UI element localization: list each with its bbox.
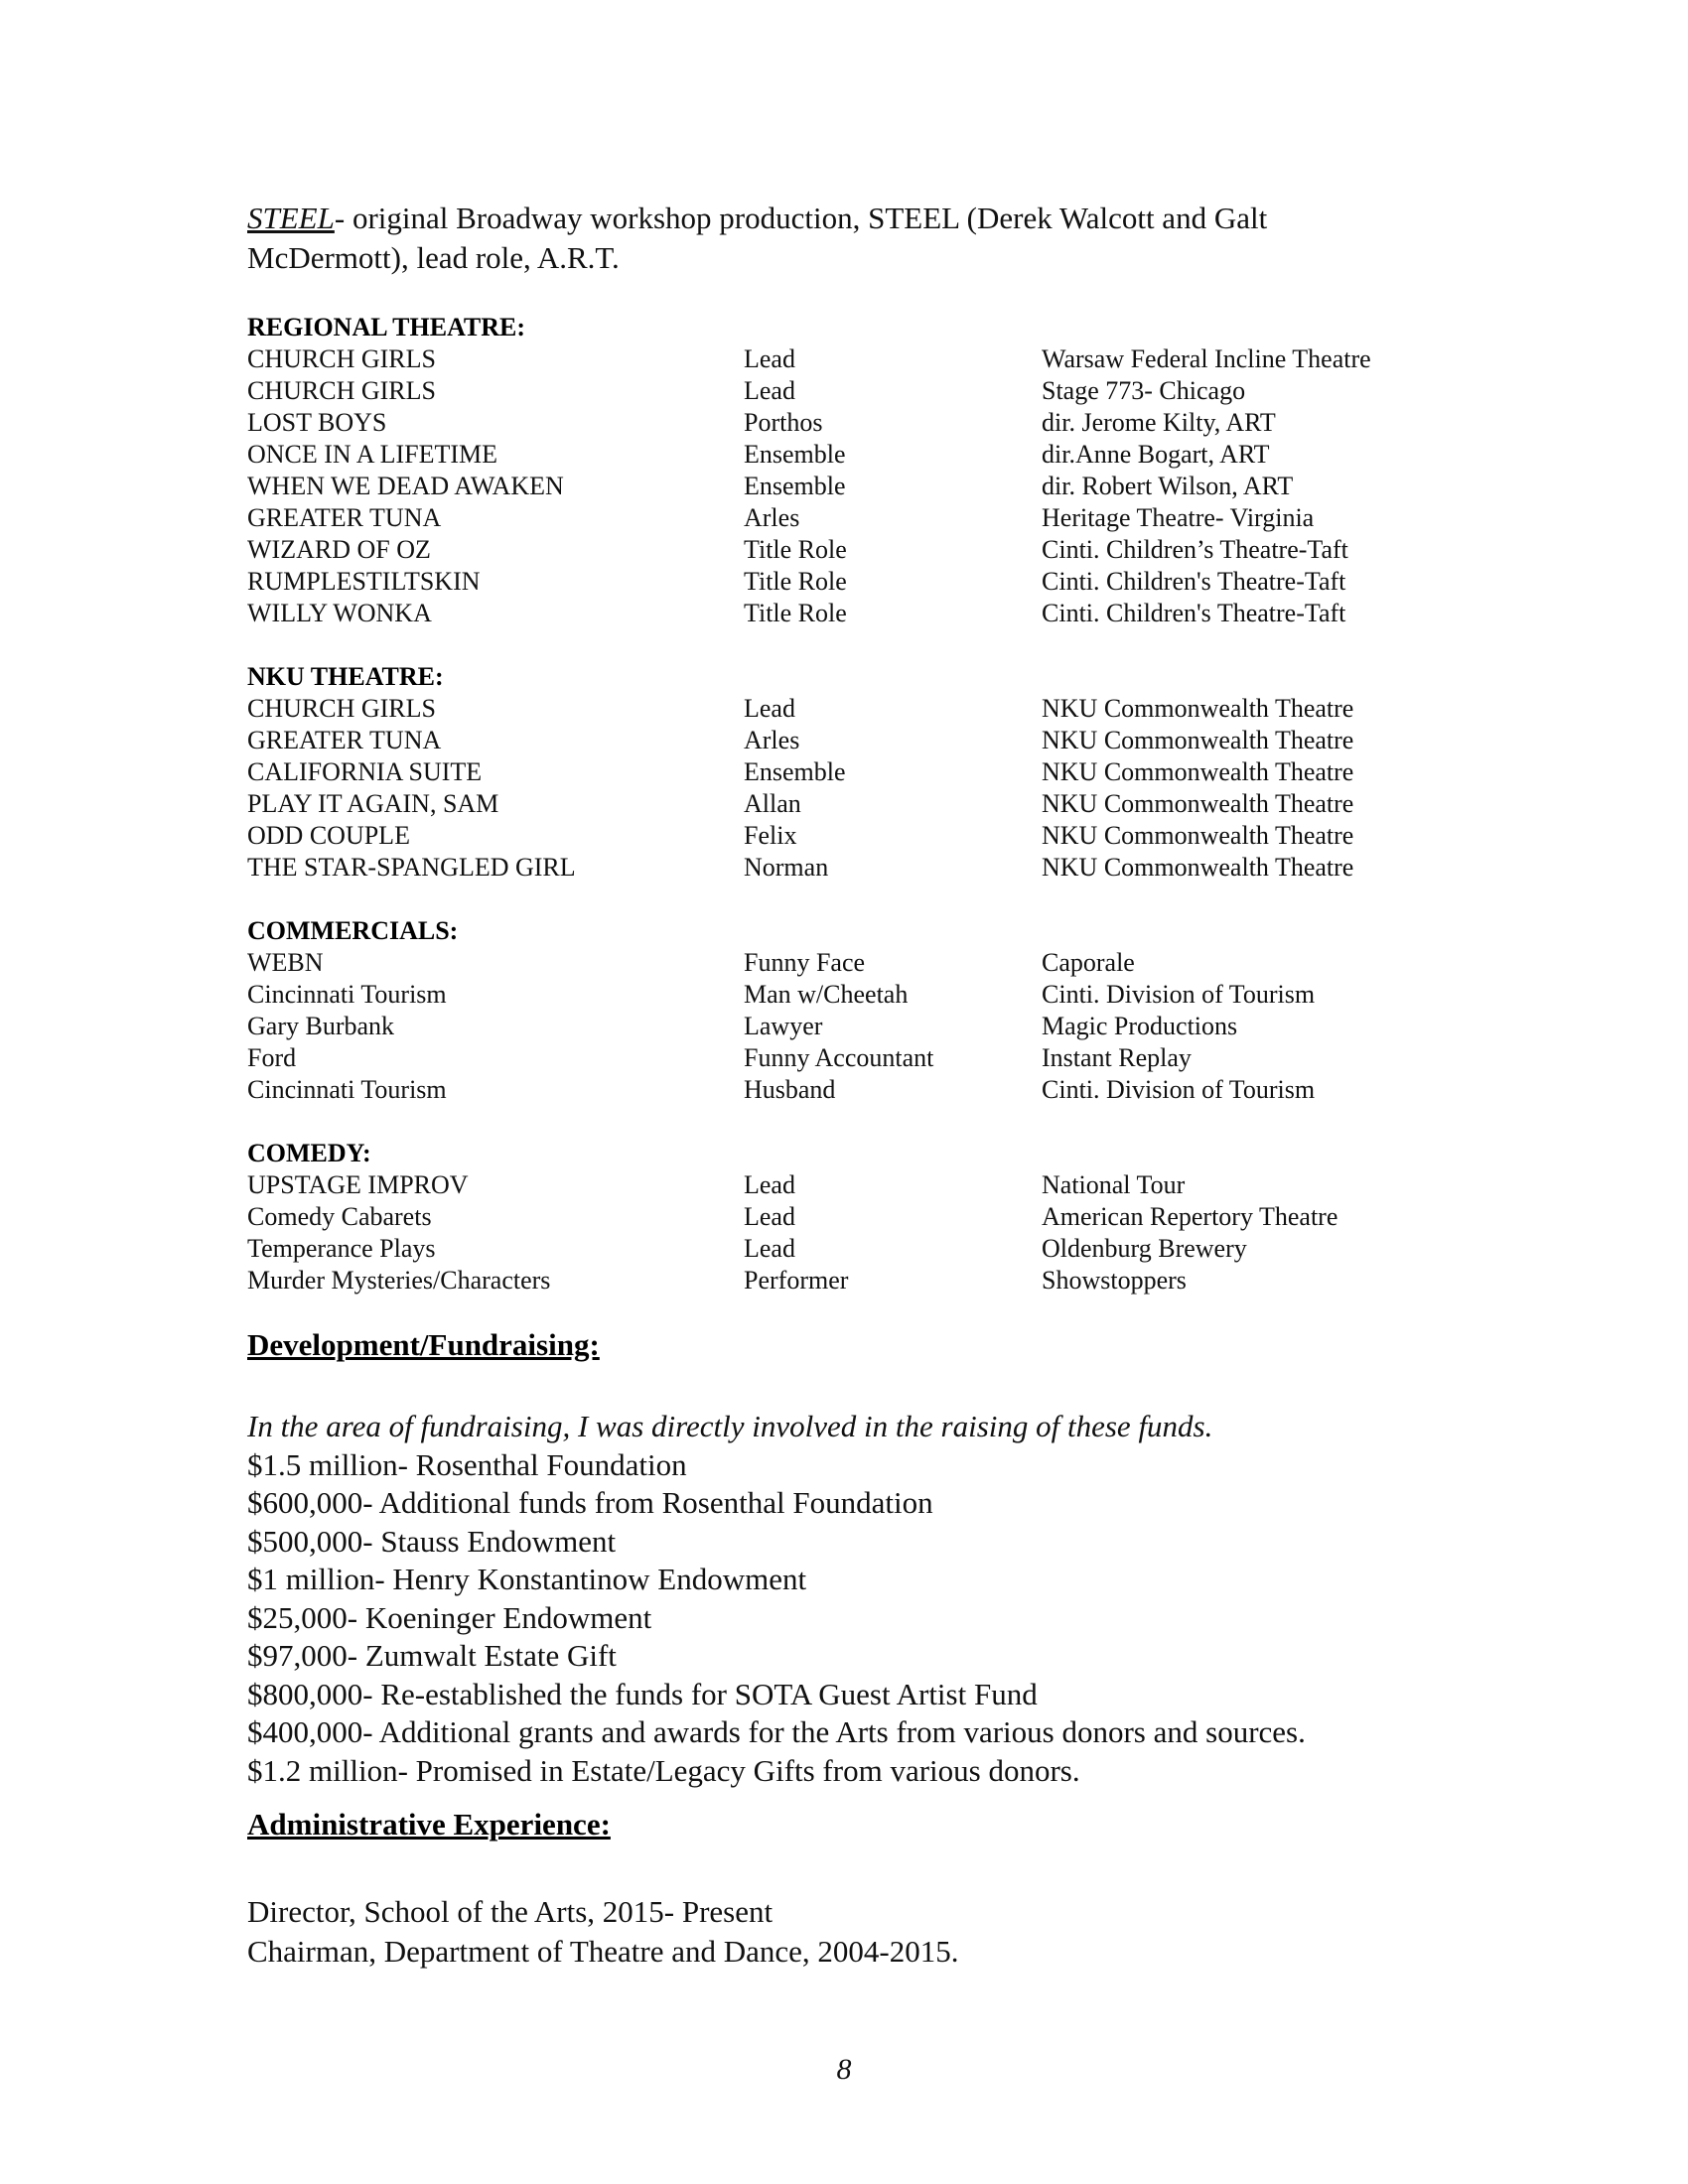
credit-role: Lead [744, 1202, 795, 1231]
fundraising-intro: In the area of fundraising, I was directly involved in the raising of these funds. [247, 1409, 1213, 1443]
credit-title: THE STAR-SPANGLED GIRL [247, 853, 576, 882]
development-heading: Development/Fundraising: [247, 1327, 600, 1362]
credit-venue: NKU Commonwealth Theatre [1042, 726, 1354, 754]
credit-venue: Heritage Theatre- Virginia [1042, 503, 1315, 532]
credit-row [247, 788, 1439, 820]
credit-venue: National Tour [1042, 1170, 1186, 1199]
credits-section [247, 915, 1439, 1106]
credit-role: Arles [744, 726, 800, 754]
credit-row [247, 1233, 1439, 1265]
credit-role: Norman [744, 853, 829, 882]
credit-row [247, 502, 1439, 534]
credit-title: WHEN WE DEAD AWAKEN [247, 472, 564, 500]
credit-row [247, 1265, 1439, 1297]
credit-row [247, 534, 1439, 566]
administrative-heading: Administrative Experience: [247, 1807, 611, 1842]
administrative-item: Chairman, Department of Theatre and Dance, 2004-2015. [247, 1934, 959, 1969]
credit-venue: Cinti. Children's Theatre-Taft [1042, 599, 1346, 627]
fundraising-item: $25,000- Koeninger Endowment [247, 1599, 652, 1635]
credit-row [247, 693, 1439, 725]
steel-credit [247, 199, 1439, 278]
credit-row [247, 343, 1439, 375]
credits-table [247, 312, 1439, 1328]
credit-row [247, 1169, 1439, 1201]
credit-role: Ensemble [744, 757, 846, 786]
credit-title: WILLY WONKA [247, 599, 432, 627]
credit-row [247, 375, 1439, 407]
credit-role: Lead [744, 344, 795, 373]
credit-role: Porthos [744, 408, 823, 437]
credit-row [247, 407, 1439, 439]
fundraising-item: $800,000- Re-established the funds for SOTA Guest Artist Fund [247, 1676, 1038, 1711]
steel-show-title: STEEL [247, 201, 335, 235]
credit-title: Comedy Cabarets [247, 1202, 432, 1231]
credit-venue: NKU Commonwealth Theatre [1042, 853, 1354, 882]
credit-venue: dir. Robert Wilson, ART [1042, 472, 1294, 500]
credit-venue: dir.Anne Bogart, ART [1042, 440, 1270, 469]
credit-role: Funny Accountant [744, 1043, 934, 1072]
credit-venue: Showstoppers [1042, 1266, 1187, 1295]
credit-role: Lead [744, 1234, 795, 1263]
credit-title: Murder Mysteries/Characters [247, 1266, 551, 1295]
credit-role: Title Role [744, 567, 847, 596]
credit-role: Funny Face [744, 948, 866, 977]
credits-section [247, 661, 1439, 884]
credit-venue: American Repertory Theatre [1042, 1202, 1338, 1231]
credit-role: Ensemble [744, 472, 846, 500]
section-heading: COMEDY: [247, 1139, 371, 1167]
credit-venue: Magic Productions [1042, 1012, 1238, 1040]
credit-role: Allan [744, 789, 801, 818]
steel-credit-line-2: McDermott), lead role, A.R.T. [247, 240, 620, 275]
credit-venue: Cinti. Division of Tourism [1042, 1075, 1316, 1104]
credit-title: RUMPLESTILTSKIN [247, 567, 481, 596]
credit-role: Felix [744, 821, 797, 850]
steel-dash: - [334, 201, 346, 235]
fundraising-list [247, 1408, 1538, 1790]
credit-title: CHURCH GIRLS [247, 344, 436, 373]
credit-row [247, 1042, 1439, 1074]
credit-role: Title Role [744, 535, 847, 564]
credit-title: Temperance Plays [247, 1234, 436, 1263]
credit-row [247, 439, 1439, 471]
credit-venue: Warsaw Federal Incline Theatre [1042, 344, 1371, 373]
credit-role: Lead [744, 694, 795, 723]
credit-row [247, 852, 1439, 884]
credit-venue: Instant Replay [1042, 1043, 1192, 1072]
credit-role: Husband [744, 1075, 836, 1104]
steel-description: original Broadway workshop production, STEEL (Derek Walcott and Galt [345, 201, 1268, 235]
credit-title: UPSTAGE IMPROV [247, 1170, 469, 1199]
administrative-item: Director, School of the Arts, 2015- Present [247, 1894, 774, 1929]
credit-row [247, 979, 1439, 1011]
fundraising-item: $1.5 million- Rosenthal Foundation [247, 1446, 687, 1482]
credit-title: GREATER TUNA [247, 503, 442, 532]
credits-section [247, 312, 1439, 629]
credit-title: Ford [247, 1043, 297, 1072]
credit-row [247, 1201, 1439, 1233]
credit-venue: NKU Commonwealth Theatre [1042, 694, 1354, 723]
credit-row [247, 471, 1439, 502]
credit-venue: Stage 773- Chicago [1042, 376, 1246, 405]
credit-role: Arles [744, 503, 800, 532]
credit-title: PLAY IT AGAIN, SAM [247, 789, 499, 818]
fundraising-item: $500,000- Stauss Endowment [247, 1523, 617, 1559]
credit-title: Cincinnati Tourism [247, 1075, 447, 1104]
credit-role: Lawyer [744, 1012, 823, 1040]
credit-row [247, 598, 1439, 629]
steel-credit-line-1 [247, 199, 1439, 238]
section-heading: NKU THEATRE: [247, 662, 444, 691]
fundraising-items [247, 1446, 1538, 1791]
fundraising-item: $1.2 million- Promised in Estate/Legacy Gifts from various donors. [247, 1752, 1080, 1788]
credit-title: CHURCH GIRLS [247, 694, 436, 723]
credit-role: Lead [744, 1170, 795, 1199]
credit-role: Ensemble [744, 440, 846, 469]
credits-section [247, 1138, 1439, 1297]
credit-role: Performer [744, 1266, 849, 1295]
credit-title: Cincinnati Tourism [247, 980, 447, 1009]
fundraising-item: $600,000- Additional funds from Rosenthal Foundation [247, 1485, 933, 1520]
credit-row [247, 566, 1439, 598]
credit-venue: NKU Commonwealth Theatre [1042, 821, 1354, 850]
credit-title: GREATER TUNA [247, 726, 442, 754]
fundraising-item: $400,000- Additional grants and awards for the Arts from various donors and sources. [247, 1714, 1306, 1749]
credit-role: Lead [744, 376, 795, 405]
credit-row [247, 1074, 1439, 1106]
fundraising-item: $1 million- Henry Konstantinow Endowment [247, 1562, 807, 1596]
credit-title: WEBN [247, 948, 324, 977]
credit-row [247, 820, 1439, 852]
credit-role: Title Role [744, 599, 847, 627]
section-heading: COMMERCIALS: [247, 916, 459, 945]
credit-title: ONCE IN A LIFETIME [247, 440, 498, 469]
credit-venue: Cinti. Children's Theatre-Taft [1042, 567, 1346, 596]
credit-title: CHURCH GIRLS [247, 376, 436, 405]
credit-row [247, 1011, 1439, 1042]
credit-venue: Oldenburg Brewery [1042, 1234, 1247, 1263]
fundraising-item: $97,000- Zumwalt Estate Gift [247, 1638, 617, 1673]
administrative-list [247, 1892, 1538, 1972]
credit-title: LOST BOYS [247, 408, 387, 437]
credit-title: WIZARD OF OZ [247, 535, 431, 564]
credit-row [247, 947, 1439, 979]
credit-venue: Caporale [1042, 948, 1135, 977]
section-heading: REGIONAL THEATRE: [247, 313, 526, 341]
credit-role: Man w/Cheetah [744, 980, 909, 1009]
page-number: 8 [836, 2053, 852, 2086]
credit-venue: NKU Commonwealth Theatre [1042, 789, 1354, 818]
credit-venue: NKU Commonwealth Theatre [1042, 757, 1354, 786]
credit-title: ODD COUPLE [247, 821, 410, 850]
credit-venue: dir. Jerome Kilty, ART [1042, 408, 1276, 437]
credit-venue: Cinti. Division of Tourism [1042, 980, 1316, 1009]
credit-row [247, 756, 1439, 788]
credit-row [247, 725, 1439, 756]
credit-title: CALIFORNIA SUITE [247, 757, 483, 786]
credit-venue: Cinti. Children’s Theatre-Taft [1042, 535, 1348, 564]
credit-title: Gary Burbank [247, 1012, 395, 1040]
